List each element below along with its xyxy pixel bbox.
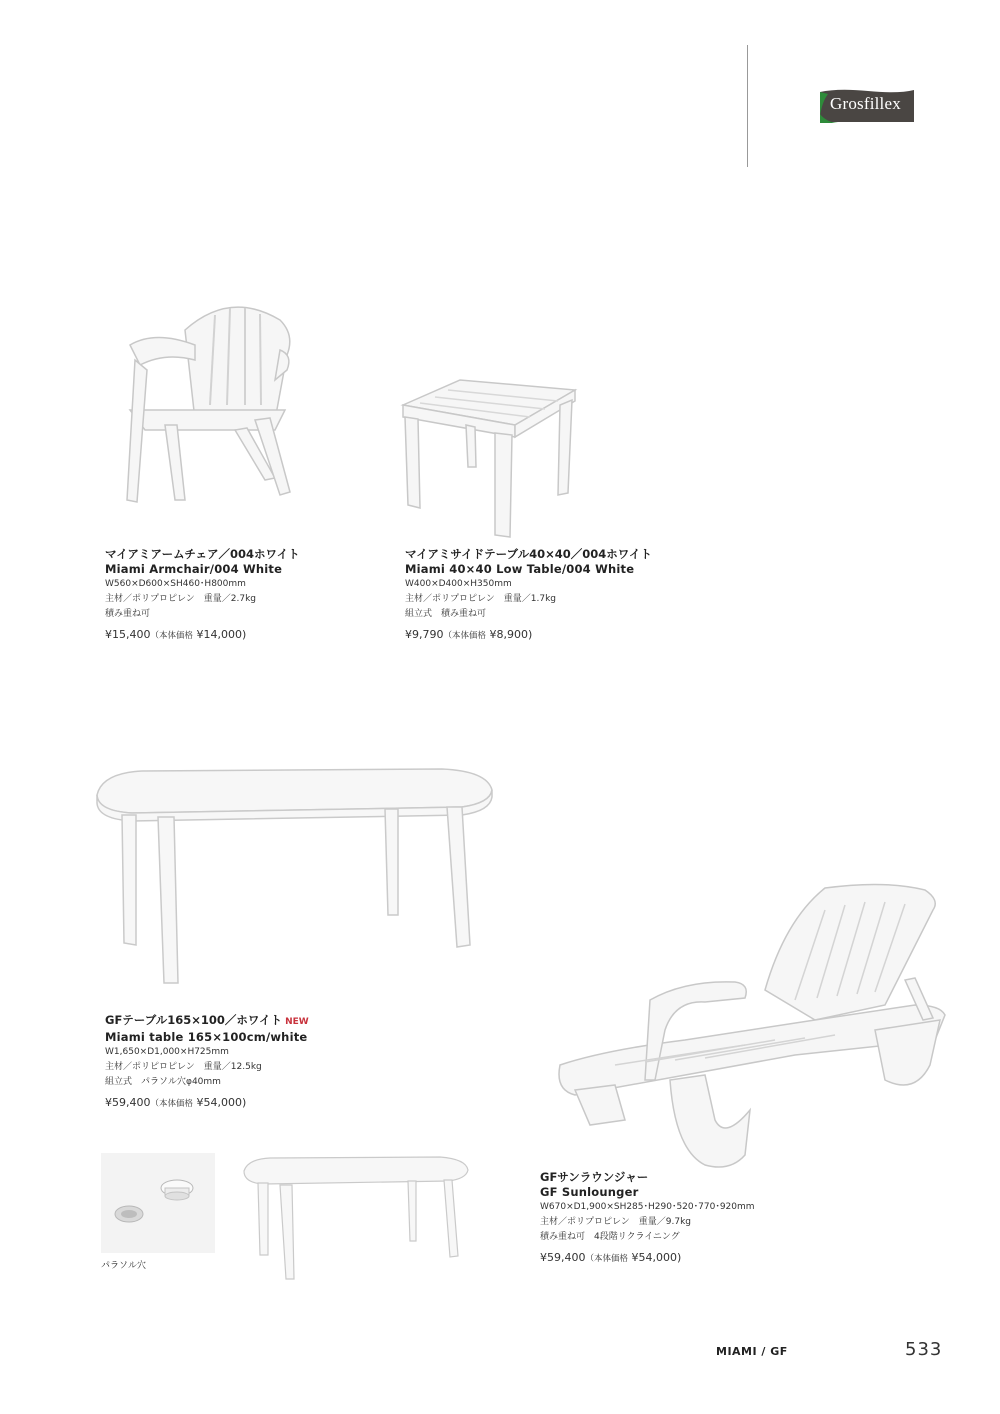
price-value: ¥9,790	[405, 628, 444, 641]
product-spec-note: 積み重ね可 4段階リクライニング	[540, 1232, 680, 1242]
product-big-table	[105, 1013, 405, 1109]
product-spec-note: 積み重ね可	[105, 609, 151, 619]
brand-logo-text: Grosfillex	[830, 94, 901, 113]
price-value: ¥59,400	[105, 1096, 151, 1109]
armchair-image	[115, 290, 305, 515]
parasol-hole-caption: パラソル穴	[101, 1261, 147, 1271]
header-divider	[747, 45, 748, 167]
product-armchair	[105, 547, 375, 641]
product-price	[405, 628, 705, 641]
price-base: ¥54,000)	[196, 1096, 247, 1109]
price-note: （本体価格	[443, 631, 487, 641]
product-name-en: GF Sunlounger	[540, 1185, 639, 1199]
parasol-hole-image	[101, 1153, 215, 1253]
product-spec-note: 組立式 パラソル穴φ40mm	[105, 1077, 221, 1087]
product-name-ja-row	[105, 1013, 405, 1030]
product-spec-material: 主材／ポリプロピレン 重量／1.7kg	[405, 594, 557, 604]
price-note: （本体価格	[585, 1254, 629, 1264]
price-base: ¥14,000)	[196, 628, 247, 641]
page-number: 533	[905, 1339, 943, 1360]
product-name-en: Miami Armchair/004 White	[105, 562, 283, 576]
price-value: ¥15,400	[105, 628, 151, 641]
product-low-table	[405, 547, 705, 641]
product-name-en: Miami 40×40 Low Table/004 White	[405, 562, 635, 576]
price-base: ¥54,000)	[631, 1251, 682, 1264]
product-spec-dimensions: W1,650×D1,000×H725mm	[105, 1047, 229, 1057]
big-table-image	[92, 765, 497, 985]
product-spec-dimensions: W670×D1,900×SH285･H290･520･770･920mm	[540, 1202, 755, 1212]
price-note: （本体価格	[150, 1099, 194, 1109]
product-sunlounger	[540, 1170, 840, 1264]
small-table-image	[240, 1155, 470, 1280]
product-name-ja: GFサンラウンジャー	[540, 1170, 649, 1184]
product-name-ja: GFテーブル165×100／ホワイト	[105, 1013, 283, 1027]
product-name-ja: マイアミアームチェア／004ホワイト	[105, 547, 300, 561]
product-price	[105, 628, 375, 641]
product-spec-material: 主材／ポリプロピレン 重量／2.7kg	[105, 594, 257, 604]
brand-logo	[818, 88, 916, 124]
product-spec-dimensions: W560×D600×SH460･H800mm	[105, 579, 246, 589]
low-table-image	[400, 375, 580, 540]
product-spec-material: 主材／ポリプロピレン 重量／9.7kg	[540, 1217, 692, 1227]
product-name-en: Miami table 165×100cm/white	[105, 1030, 308, 1044]
new-badge: NEW	[285, 1017, 309, 1027]
product-price	[540, 1251, 840, 1264]
price-note: （本体価格	[150, 631, 194, 641]
product-spec-dimensions: W400×D400×H350mm	[405, 579, 512, 589]
product-spec-note: 組立式 積み重ね可	[405, 609, 487, 619]
product-price	[105, 1096, 405, 1109]
price-value: ¥59,400	[540, 1251, 586, 1264]
sunlounger-image	[555, 880, 950, 1180]
price-base: ¥8,900)	[489, 628, 533, 641]
product-spec-material: 主材／ポリピロピレン 重量／12.5kg	[105, 1062, 262, 1072]
footer-series-label: MIAMI / GF	[716, 1345, 788, 1358]
product-name-ja: マイアミサイドテーブル40×40／004ホワイト	[405, 547, 652, 561]
